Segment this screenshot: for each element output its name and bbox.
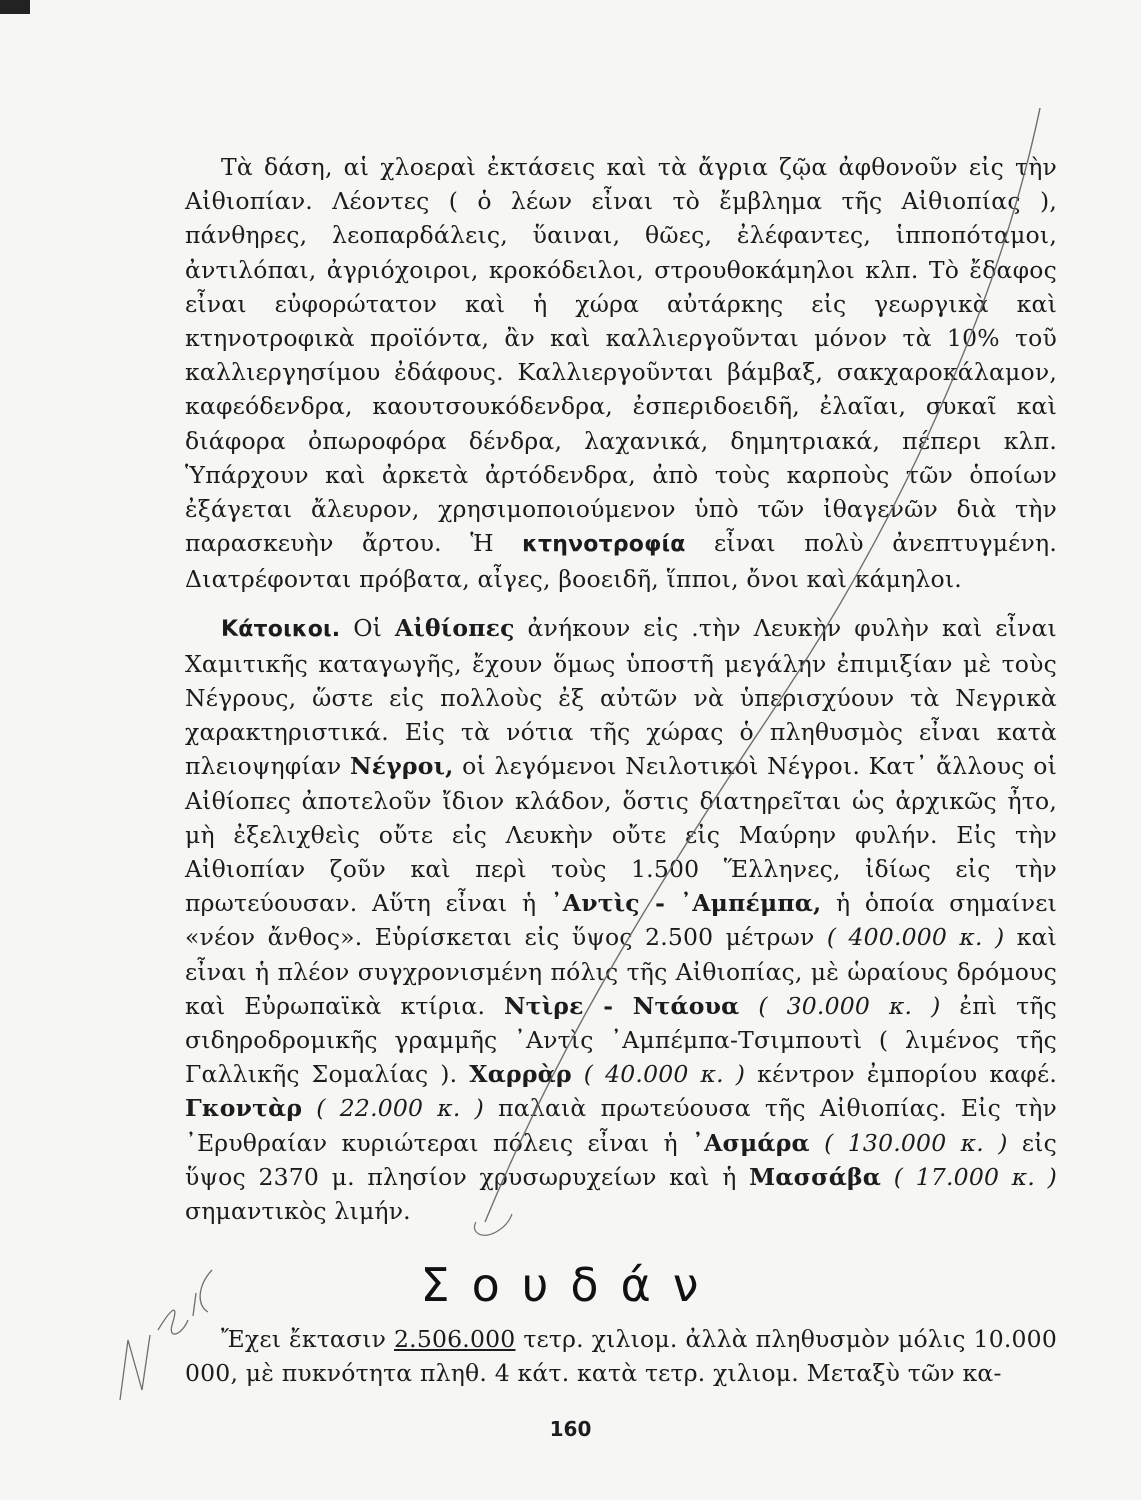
section-heading-inhabitants: Κάτοικοι. — [221, 616, 341, 642]
paragraph-fauna-agriculture — [185, 150, 1057, 597]
population-massawa: ( 17.000 κ. ) — [881, 1162, 1057, 1191]
text-run: Ἔχει ἔκτασιν — [221, 1325, 395, 1353]
page-number: 160 — [549, 1417, 592, 1441]
population-gondar: ( 22.000 κ. ) — [302, 1094, 485, 1123]
bold-term-addis-ababa: ᾿Αντὶς - ᾿Αμπέμπα, — [550, 889, 822, 918]
text-run: καὶ εἶναι ἡ πλέον συγχρονισμένη πόλις τῆς Αἰθιοπίας, μὲ ὡραίους δρόμους καὶ Εὐρωπαϊκὰ κτίρια. — [185, 923, 1057, 1020]
section-title-sudan: Σουδάν — [420, 1258, 721, 1312]
bold-term-massawa: Μασσάβα — [749, 1162, 882, 1191]
text-run: Οἱ — [340, 613, 395, 642]
text-run: εἰς ὕψος 2370 μ. πλησίον χρυσωρυχείων καὶ ἡ — [185, 1128, 1057, 1191]
pencil-handwritten-mark — [158, 1310, 188, 1334]
text-run: ἡ ὁποία σημαίνει «νέον ἄνθος». Εὑρίσκεται εἰς ὕψος 2.500 μέτρων — [185, 889, 1057, 952]
text-run: οἱ λεγόμενοι Νειλοτικοὶ Νέγροι. Κατ᾿ ἄλλους οἱ Αἰθίοπες ἀποτελοῦν ἴδιον κλάδον, ὅστις διατηρεῖται ὡς ἀρχικῶς ἦτο, μὴ ἐξελιχθεὶς οὔτε εἰς Λευκὴν οὔτε εἰς Μαύρην φυλήν. Εἰς τὴν Αἰθιοπίαν ζοῦν καὶ περὶ τοὺς 1.500 Ἕλληνες, ἰδίως εἰς τὴν πρωτεύουσαν. Αὕτη εἶναι ἡ — [185, 752, 1057, 918]
bold-term-ethiopians: Αἰθίοπες — [394, 613, 515, 642]
page-body — [185, 150, 1057, 1228]
paragraph-inhabitants — [185, 611, 1057, 1229]
bold-term-gondar: Γκοντὰρ — [185, 1094, 303, 1123]
text-run: ἐπὶ τῆς σιδηροδρομικῆς γραμμῆς ᾿Αντὶς ᾿Αμπέμπα-Τσιμπουτὶ ( λιμένος τῆς Γαλλικῆς Σομαλίας ). — [185, 991, 1058, 1089]
population-addis-ababa: ( 400.000 κ. ) — [826, 923, 1005, 952]
text-run: εἶναι πολὺ ἀνεπτυγμένη. Διατρέφονται πρόβατα, αἶγες, βοοειδῆ, ἵπποι, ὄνοι καὶ κάμηλοι. — [185, 529, 1057, 594]
bold-term-asmara: ᾿Ασμάρα — [692, 1128, 810, 1157]
text-run: κέντρον ἐμπορίου καφέ. — [745, 1060, 1057, 1089]
paragraph-sudan — [185, 1322, 1057, 1390]
population-harar: ( 40.000 κ. ) — [571, 1060, 746, 1089]
underlined-area-value: 2.506.000 — [394, 1325, 516, 1353]
pencil-handwritten-mark — [120, 1335, 150, 1400]
bold-term-harar: Χαρρὰρ — [469, 1060, 572, 1089]
text-run: παλαιὰ πρωτεύουσα τῆς Αἰθιοπίας. Εἰς τὴν ᾿Ερυθραίαν κυριώτεραι πόλεις εἶναι ἡ — [185, 1094, 1058, 1157]
population-dire-dawa: ( 30.000 κ. ) — [739, 991, 941, 1020]
scan-corner-mark — [0, 0, 30, 14]
bold-term-dire-dawa: Ντὶρε - Ντάουα — [504, 991, 740, 1020]
text-run: Τὰ δάση, αἱ χλοεραὶ ἐκτάσεις καὶ τὰ ἄγρια ζῷα ἀφθονοῦν εἰς τὴν Αἰθιοπίαν. Λέοντες ( ὁ λέων εἶναι τὸ ἔμβλημα τῆς Αἰθιοπίας ), πάνθηρες, λεοπαρδάλεις, ὕαιναι, θῶες, ἐλέφαντες, ἱπποπόταμοι, ἀντιλόπαι, ἀγριόχοιροι, κροκόδειλοι, στρουθοκάμηλοι κλπ. Τὸ ἔδαφος εἶναι εὐφορώτατον καὶ ἡ χώρα αὐτάρκης εἰς γεωργικὰ καὶ κτηνοτροφικὰ προϊόντα, ἂν καὶ καλλιεργοῦνται μόνον τὰ 10% τοῦ καλλιεργησίμου ἐδάφους. Καλλιεργοῦνται βάμβαξ, σακχαροκάλαμον, καφεόδενδρα, καουτσουκόδενδρα, ἐσπεριδοειδῆ, ἐλαῖαι, συκαῖ καὶ διάφορα ὀπωροφόρα δένδρα, λαχανικά, δημητριακά, πέπερι κλπ. Ὑπάρχουν καὶ ἀρκετὰ ἀρτόδενδρα, ἀπὸ τοὺς καρποὺς τῶν ὁποίων ἐξάγεται ἄλευρον, χρησιμοποιούμενον ὑπὸ τῶν ἰθαγενῶν διὰ τὴν παρασκευὴν ἄρτου. Ἡ — [185, 153, 1057, 558]
text-run: σημαντικὸς λιμήν. — [185, 1197, 411, 1226]
bold-term-livestock: κτηνοτροφία — [522, 532, 686, 558]
bold-term-negroes: Νέγροι, — [350, 752, 454, 781]
population-asmara: ( 130.000 κ. ) — [809, 1128, 1008, 1157]
text-run: ἀνήκουν εἰς .τὴν Λευκὴν φυλὴν καὶ εἶναι Χαμιτικῆς καταγωγῆς, ἔχουν ὅμως ὑποστῆ μεγάλην ἐπιμιξίαν μὲ τοὺς Νέγρους, ὥστε εἰς πολλοὺς ἐξ αὐτῶν νὰ ὑπερισχύουν τὰ Νεγρικὰ χαρακτηριστικά. Εἰς τὰ νότια τῆς χώρας ὁ πληθυσμὸς εἶναι κατὰ πλειοψηφίαν — [185, 613, 1057, 781]
text-run: τετρ. χιλιομ. ἀλλὰ πληθυσμὸν μόλις 10.000 000, μὲ πυκνότητα πληθ. 4 κάτ. κατὰ τετρ. χιλιομ. Μεταξὺ τῶν κα- — [185, 1325, 1057, 1388]
